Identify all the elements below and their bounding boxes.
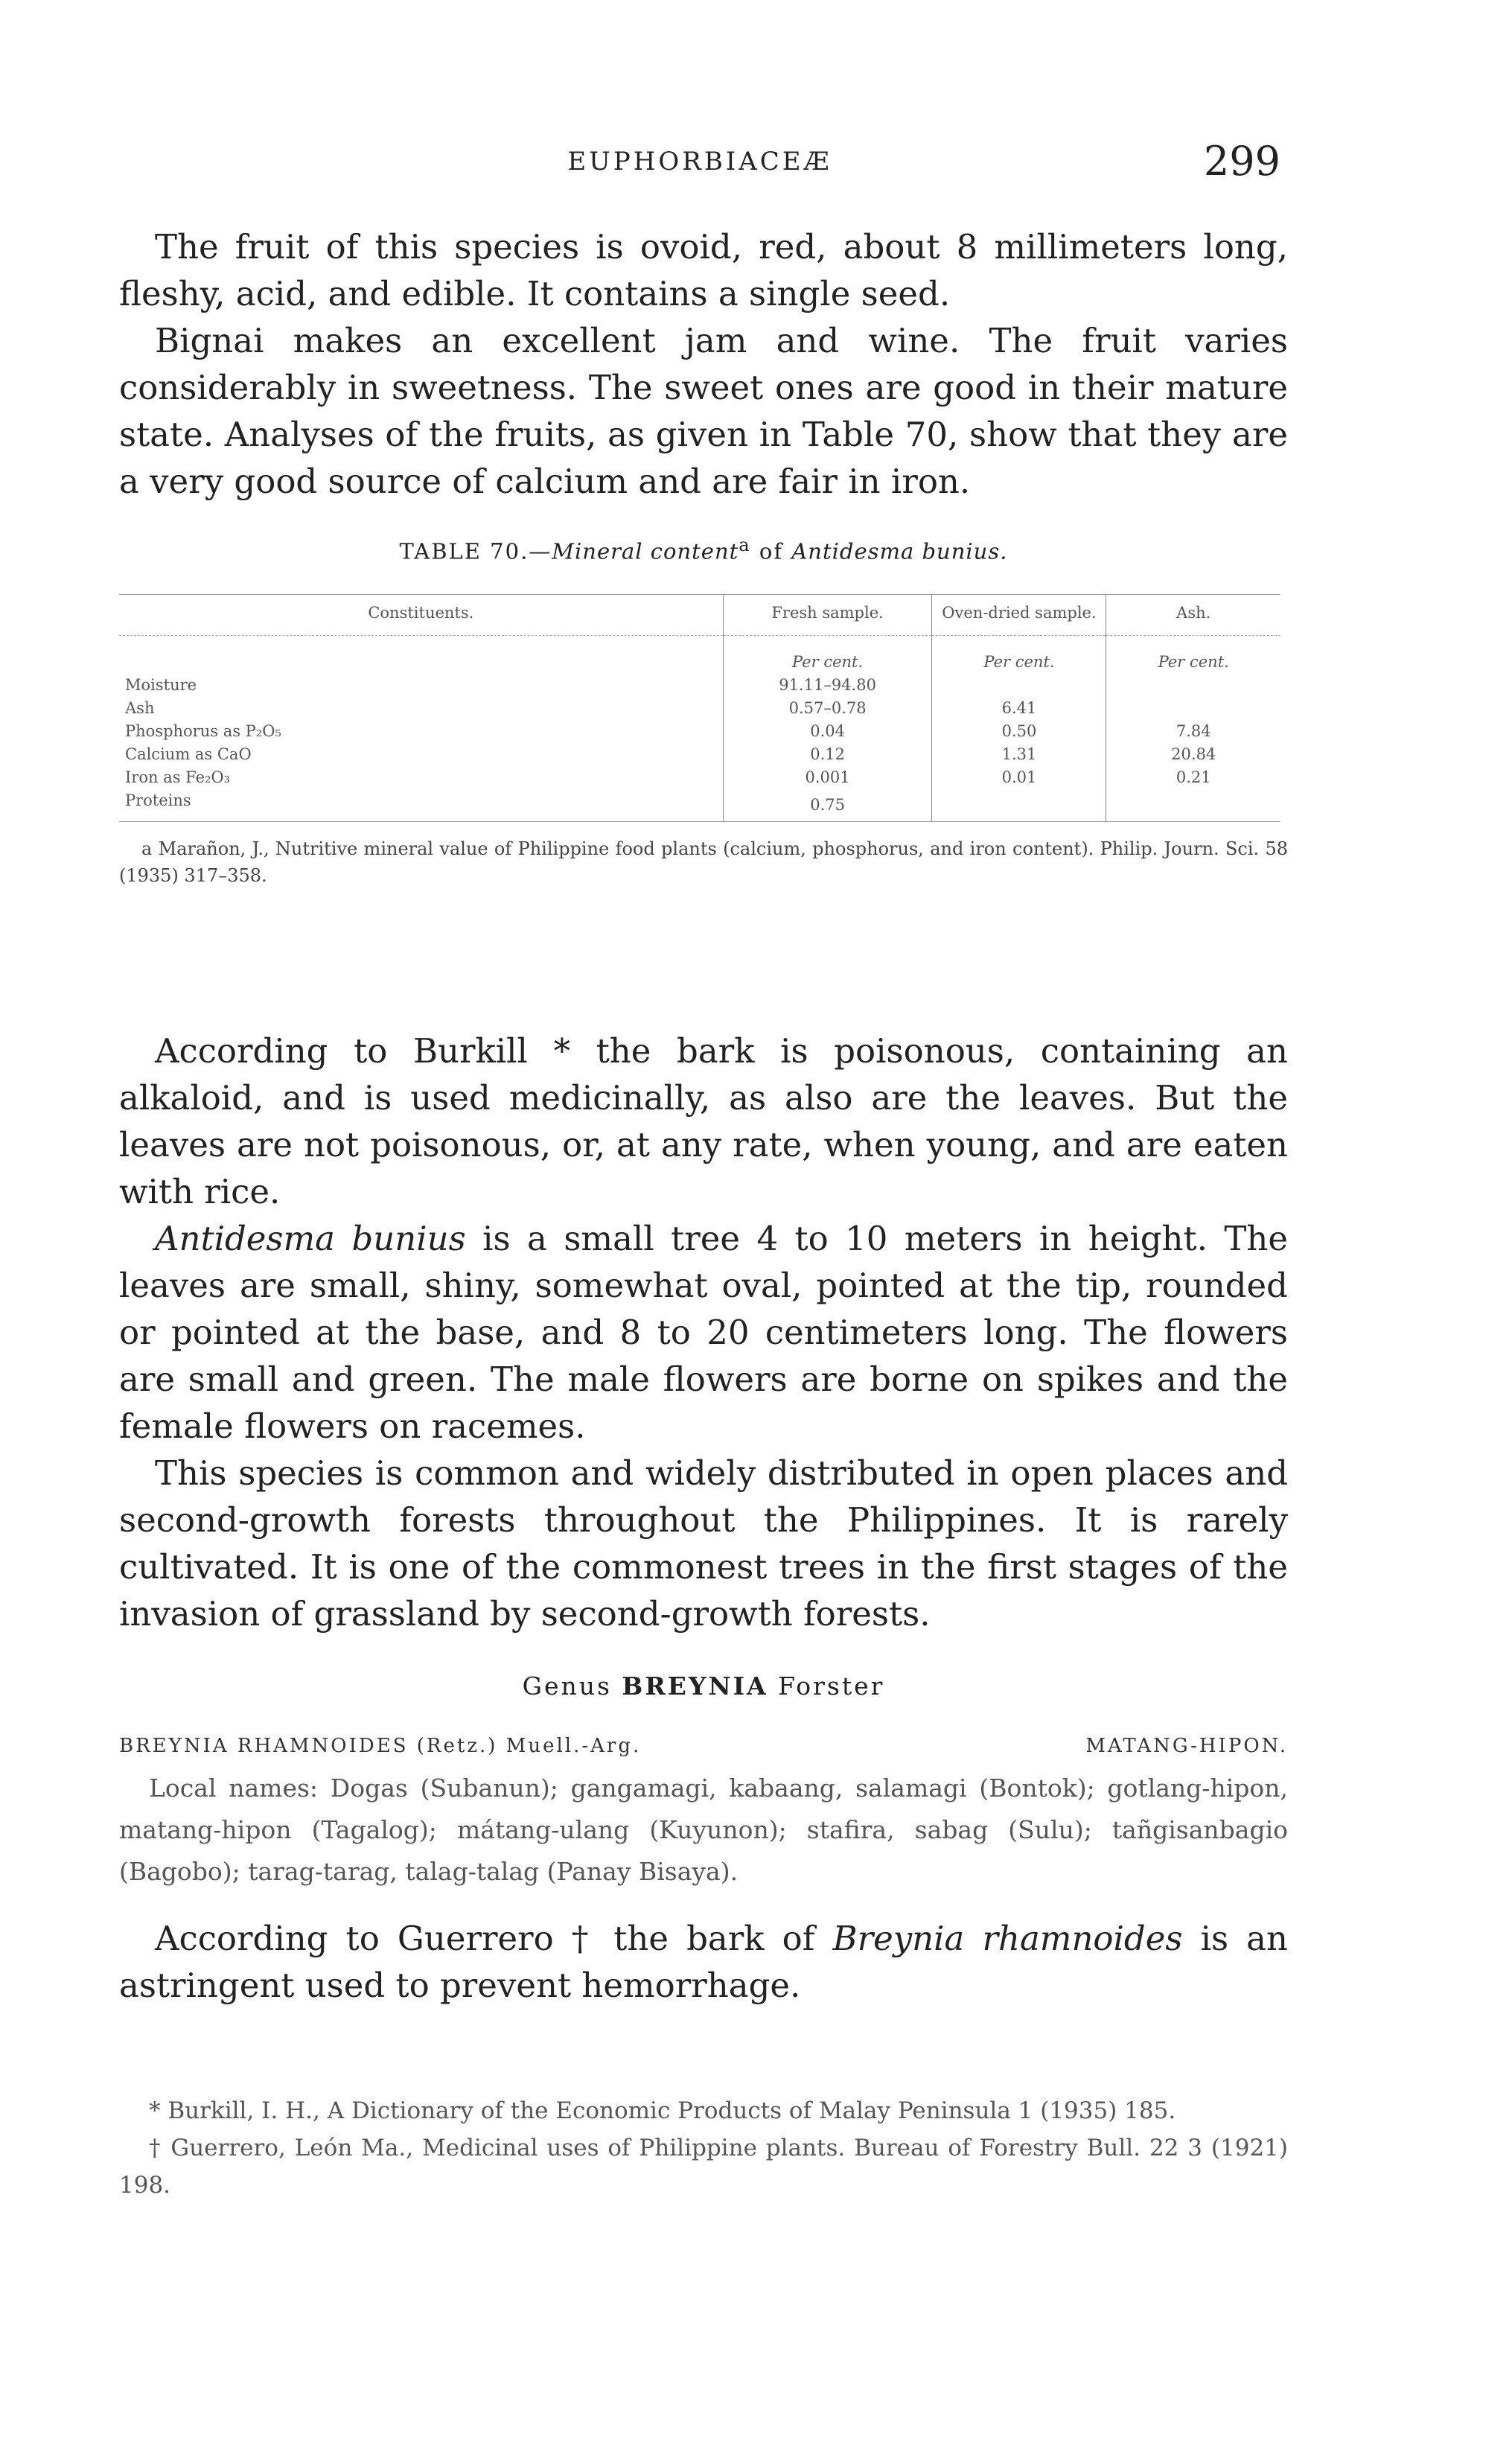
- genus-author: Forster: [778, 1672, 885, 1701]
- species-name: BREYNIA RHAMNOIDES (Retz.) Muell.-Arg.: [119, 1735, 642, 1757]
- genus-label: Genus: [522, 1672, 612, 1701]
- paragraph-distribution: This species is common and widely distributed in open places and second-growth forests throughout the Philippines. It is rarely cultivated. It is one of the commonest trees in the first stages of the invasion of grassland by second-growth forests.: [119, 1453, 1288, 1634]
- unit-fresh: Per cent.: [723, 635, 932, 674]
- row-oven: 0.50: [932, 720, 1106, 743]
- paragraph-fruit: The fruit of this species is ovoid, red, about 8 millimeters long, fleshy, acid, and edible. It contains a single seed.: [119, 227, 1288, 313]
- table-row: [119, 674, 1280, 697]
- row-constituent: Moisture: [125, 675, 197, 694]
- col-constituents: Constituents.: [119, 594, 723, 635]
- row-ash: 7.84: [1106, 720, 1280, 743]
- col-fresh: Fresh sample.: [723, 594, 932, 635]
- local-names: Local names: Dogas (Subanun); gangamagi, kabaang, salamagi (Bontok); gotlang-hipon, matang-hipon (Tagalog); mátang-ulang (Kuyunon); stafira, sabag (Sulu); tañgisanbagio (Bagobo); tarag-tarag, talag-talag (Panay Bisaya).: [119, 1774, 1288, 1886]
- table-caption-species: Antidesma bunius.: [791, 538, 1008, 564]
- row-fresh: 91.11–94.80: [723, 674, 932, 697]
- paragraph-bignai: Bignai makes an excellent jam and wine. The fruit varies considerably in sweetness. The sweet ones are good in their mature state. Analyses of the fruits, as given in Table 70, show that they are a very good source of calcium and are fair in iron.: [119, 321, 1288, 501]
- row-constituent: Proteins: [125, 791, 191, 809]
- row-ash: 20.84: [1106, 743, 1280, 766]
- table-caption-note-mark: a: [739, 535, 751, 555]
- table-row: [119, 720, 1280, 743]
- footnote-guerrero: † Guerrero, León Ma., Medicinal uses of Philippine plants. Bureau of Forestry Bull. 22 3 (1921) 198.: [119, 2135, 1288, 2199]
- species-common-name: MATANG-HIPON.: [1085, 1735, 1288, 1757]
- row-fresh: 0.12: [723, 743, 932, 766]
- row-constituent: Ash: [125, 698, 155, 717]
- genus-heading: [119, 1672, 1288, 1701]
- page-number: 299: [1203, 138, 1280, 185]
- species-name-italic: Antidesma bunius: [155, 1219, 466, 1258]
- col-oven-dried: Oven-dried sample.: [932, 594, 1106, 635]
- paragraph-burkill: According to Burkill * the bark is poisonous, containing an alkaloid, and is used medicinally, as also are the leaves. But the leaves are not poisonous, or, at any rate, when young, and are eaten with rice.: [119, 1031, 1288, 1211]
- species-line: [119, 1735, 1288, 1757]
- row-fresh: 0.04: [723, 720, 932, 743]
- table-caption-title: Mineral content: [552, 538, 739, 564]
- genus-section: [119, 1672, 1288, 2009]
- row-oven: 0.01: [932, 766, 1106, 789]
- row-oven: [932, 674, 1106, 697]
- row-constituent: Iron as Fe₂O₃: [125, 768, 231, 786]
- row-ash: [1106, 674, 1280, 697]
- row-constituent: Phosphorus as P₂O₅: [125, 721, 281, 740]
- row-fresh: 0.57–0.78: [723, 697, 932, 720]
- running-head: [119, 138, 1280, 197]
- paragraph-description: Antidesma bunius is a small tree 4 to 10 meters in height. The leaves are small, shiny, somewhat oval, pointed at the tip, rounded or pointed at the base, and 8 to 20 centimeters long. The flowers are small and green. The male flowers are borne on spikes and the female flowers on racemes.: [119, 1219, 1288, 1446]
- footnotes: [119, 2092, 1288, 2204]
- row-oven: 1.31: [932, 743, 1106, 766]
- row-fresh: 0.75: [723, 789, 932, 822]
- row-ash: 0.21: [1106, 766, 1280, 789]
- table-row: [119, 789, 1280, 822]
- table-row: [119, 743, 1280, 766]
- genus-name: BREYNIA: [622, 1672, 768, 1701]
- table-caption: [119, 535, 1288, 564]
- table-footnote: a Marañon, J., Nutritive mineral value of Philippine food plants (calcium, phosphorus, and iron content). Philip. Journ. Sci. 58 (1935) 317–358.: [119, 838, 1288, 886]
- description-section: [119, 1027, 1288, 1637]
- unit-ash: Per cent.: [1106, 635, 1280, 674]
- col-ash: Ash.: [1106, 594, 1280, 635]
- units-row: [119, 635, 1280, 674]
- table-row: [119, 697, 1280, 720]
- row-oven: 6.41: [932, 697, 1106, 720]
- intro-section: [119, 223, 1288, 505]
- row-ash: [1106, 789, 1280, 822]
- table-row: [119, 766, 1280, 789]
- footnote-burkill: * Burkill, I. H., A Dictionary of the Economic Products of Malay Peninsula 1 (1935) 185.: [149, 2097, 1176, 2124]
- table-header-row: [119, 594, 1280, 635]
- table-caption-prefix: TABLE 70.—: [399, 538, 552, 564]
- table-caption-of: of: [750, 538, 792, 564]
- row-constituent: Calcium as CaO: [125, 745, 252, 763]
- row-ash: [1106, 697, 1280, 720]
- unit-oven: Per cent.: [932, 635, 1106, 674]
- table-section: [119, 535, 1288, 889]
- breynia-name-italic: Breynia rhamnoides: [832, 1919, 1183, 1958]
- mineral-table: [119, 594, 1280, 822]
- row-oven: [932, 789, 1106, 822]
- row-fresh: 0.001: [723, 766, 932, 789]
- running-head-title: EUPHORBIACEÆ: [567, 147, 832, 176]
- paragraph-guerrero: According to Guerrero † the bark of Breynia rhamnoides is an astringent used to prevent hemorrhage.: [119, 1919, 1288, 2005]
